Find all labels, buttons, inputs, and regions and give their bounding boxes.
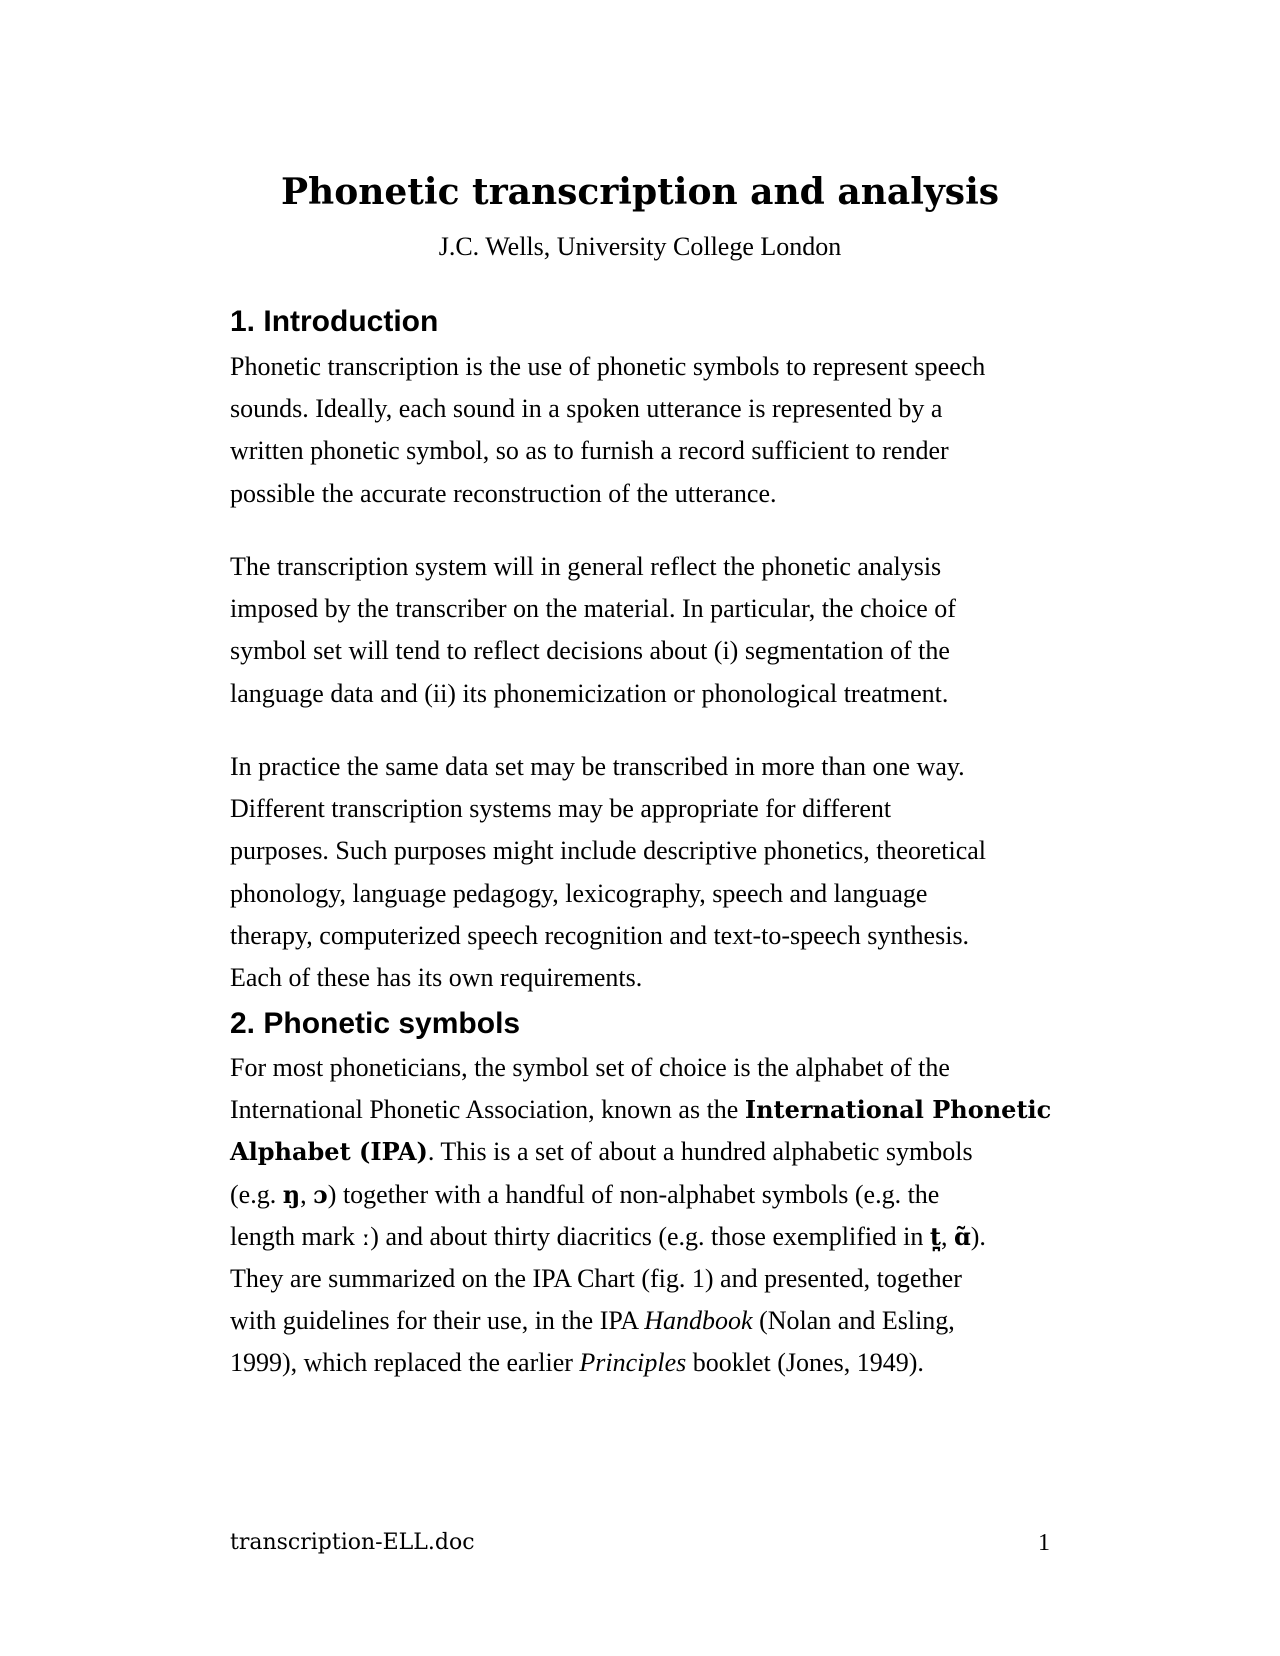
- italic-title: Principles: [579, 1348, 687, 1378]
- text-run: ) together with a handful of non-alphabet symbols (e.g. the: [327, 1179, 940, 1209]
- text-line: Different transcription systems may be appropriate for different: [230, 794, 892, 824]
- footer-page-number: 1: [1038, 1530, 1050, 1556]
- text-run: (Nolan and Esling,: [752, 1306, 955, 1336]
- ipa-symbol: ŋ: [282, 1179, 301, 1209]
- document-author: J.C. Wells, University College London: [438, 232, 842, 261]
- text-line: language data and (ii) its phonemicization or phonological treatment.: [230, 678, 949, 708]
- text-line: [230, 1089, 1060, 1131]
- ipa-symbol: ɔ: [313, 1179, 328, 1209]
- ipa-symbol: ɑ̃: [953, 1221, 971, 1251]
- text-line: purposes. Such purposes might include descriptive phonetics, theoretical: [230, 836, 986, 866]
- text-run: . This is a set of about a hundred alphabetic symbols: [427, 1137, 973, 1167]
- document-page: [230, 0, 1050, 1656]
- text-line: [230, 1216, 1060, 1258]
- text-line: For most phoneticians, the symbol set of choice is the alphabet of the: [230, 1053, 950, 1082]
- text-line: Phonetic transcription is the use of phonetic symbols to represent speech: [230, 352, 986, 381]
- text-line: possible the accurate reconstruction of the utterance.: [230, 478, 777, 508]
- section-heading-introduction: 1. Introduction: [230, 305, 439, 338]
- paragraph-phonetic-symbols: [230, 1047, 1060, 1385]
- bold-term: Alphabet (IPA): [230, 1137, 428, 1167]
- text-run: (e.g.: [230, 1179, 283, 1209]
- text-line: The transcription system will in general reflect the phonetic analysis: [230, 552, 942, 581]
- paragraph-intro-3: [230, 746, 1060, 999]
- italic-title: Handbook: [644, 1306, 753, 1336]
- text-line: phonology, language pedagogy, lexicography, speech and language: [230, 878, 928, 908]
- document-title: Phonetic transcription and analysis: [280, 171, 1000, 213]
- footer-filename: transcription-ELL.doc: [230, 1530, 475, 1555]
- text-line: [230, 1131, 1060, 1173]
- text-line: [230, 1174, 1060, 1216]
- text-run: with guidelines for their use, in the IPA: [230, 1306, 645, 1336]
- text-run: ) and about thirty diacritics (e.g. those exemplified in: [370, 1221, 930, 1251]
- section-heading-phonetic-symbols: 2. Phonetic symbols: [230, 1007, 521, 1040]
- ipa-symbol: t̪: [929, 1221, 941, 1251]
- text-line: imposed by the transcriber on the material. In particular, the choice of: [230, 594, 956, 624]
- text-line: Each of these has its own requirements.: [230, 963, 643, 993]
- text-line: [230, 1342, 1060, 1384]
- text-line: They are summarized on the IPA Chart (fig. 1) and presented, together: [230, 1264, 962, 1294]
- text-run: ,: [300, 1179, 314, 1209]
- paragraph-intro-1: [230, 346, 1060, 515]
- paragraph-intro-2: [230, 546, 1060, 715]
- text-line: written phonetic symbol, so as to furnish a record sufficient to render: [230, 436, 949, 466]
- bold-term: International Phonetic: [744, 1095, 1052, 1125]
- text-run: length mark: [230, 1221, 362, 1251]
- text-run: ).: [970, 1221, 986, 1251]
- text-run: booklet (Jones, 1949).: [686, 1348, 924, 1378]
- text-line: In practice the same data set may be transcribed in more than one way.: [230, 752, 965, 781]
- text-line: [230, 1300, 1060, 1342]
- text-line: therapy, computerized speech recognition and text-to-speech synthesis.: [230, 920, 970, 950]
- text-line: sounds. Ideally, each sound in a spoken utterance is represented by a: [230, 394, 943, 424]
- ipa-symbol: ː: [361, 1221, 371, 1251]
- text-run: 1999), which replaced the earlier: [230, 1348, 580, 1378]
- text-line: symbol set will tend to reflect decisions about (i) segmentation of the: [230, 636, 950, 666]
- text-run: International Phonetic Association, known as the: [230, 1095, 745, 1125]
- text-run: ,: [940, 1221, 954, 1251]
